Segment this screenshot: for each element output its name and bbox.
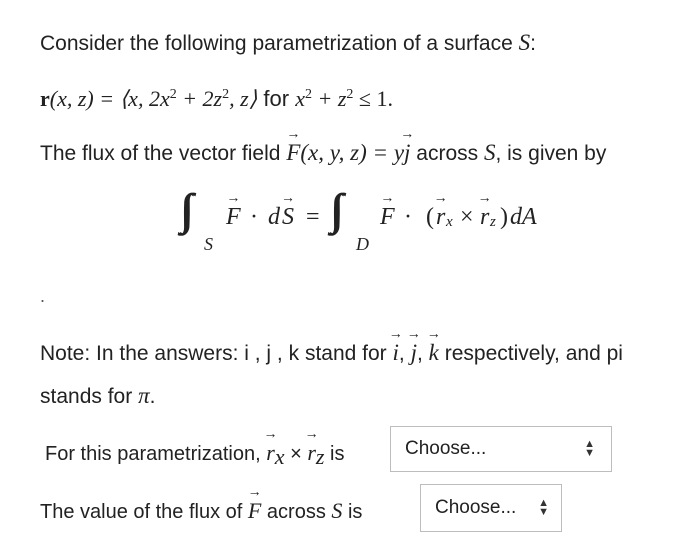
surface-symbol: S — [518, 30, 531, 55]
cross-product-select-value: Choose... — [405, 438, 487, 459]
integral-subscript-D: D — [356, 234, 369, 254]
i-vector: → i — [393, 340, 399, 366]
cross-product-select[interactable] — [390, 426, 612, 472]
parametrization-formula: r(x, z) = ⟨x, $2x^2 + 2z^2$, z⟩ for $x^2 + z^2 \le 1$. — [40, 86, 393, 111]
F-vector: → F — [286, 140, 300, 166]
up-down-arrows-icon: ▲ ▼ — [584, 438, 595, 459]
question-page: Consider the following parametrization of a surface S: r(x, z) = ⟨x, $2x^2 + 2z^2$, z⟩ for $x^2 + z^2 \le 1$. The flux of the vector field → F(x, y, z) = y→ j across S, is given by S → F · d → S = D → F · ( → r x × → r z ) dA . Note: In the answers: i , j , k stand for → i, → j, → k respectively, and pi stands for π. For this parametrization, → $r_x$ × → $r_z$ is Choose... ▲ ▼ The value of the flux of → F across S is Choose... ▲ ▼ — [0, 0, 700, 545]
intro-colon: : — [530, 32, 536, 55]
stray-dot: . — [40, 286, 46, 306]
flux-value-select[interactable] — [420, 484, 562, 532]
question-2-label: The value of the flux of → F across S is — [40, 498, 362, 524]
flux-value-select-value: Choose... — [435, 497, 517, 518]
note-line-2: stands for π. — [40, 383, 156, 408]
up-down-arrows-icon: ▲ ▼ — [538, 497, 549, 518]
note-line: Note: In the answers: i , j , k stand for → i, → j, → k respectively, and pi — [40, 340, 623, 366]
j-vector-note: → j — [411, 340, 417, 366]
k-vector: → k — [429, 340, 439, 366]
pi-symbol: π — [138, 383, 150, 408]
integral-subscript-S: S — [204, 234, 213, 254]
param-for: for — [263, 86, 290, 111]
question-1-label: For this parametrization, → $r_x$ × → $r_z$ is — [45, 440, 344, 466]
j-vector: → j — [404, 140, 410, 166]
intro-sentence: Consider the following parametrization of a surface — [40, 32, 513, 55]
param-eq: (x, z) = ⟨x, 2x — [49, 86, 170, 111]
r-vector: r — [40, 86, 50, 111]
intro-text — [40, 30, 536, 56]
flux-statement: The flux of the vector field → F(x, y, z) = y→ j across S, is given by — [40, 140, 606, 166]
